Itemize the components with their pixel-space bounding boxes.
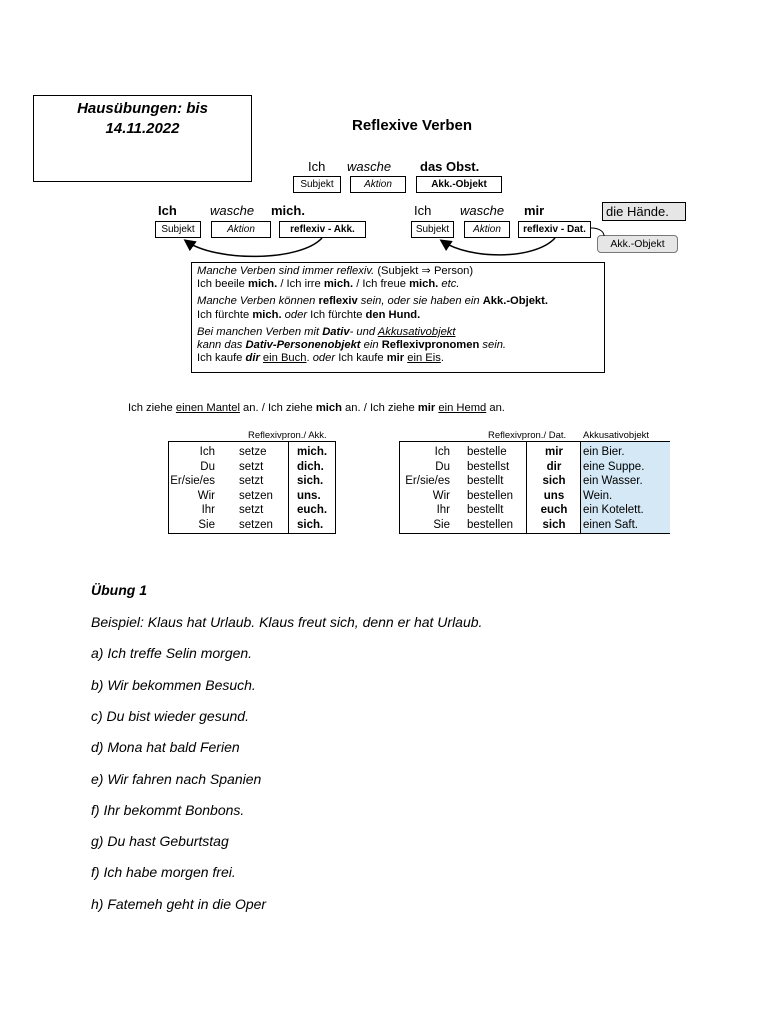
table1-header: Reflexivpron./ Akk. [248,430,327,441]
conjugation-table-dat [399,441,670,534]
info-l4d: Ich fürchte [307,308,366,321]
exercise-item: f) Ich habe morgen frei. [91,864,236,881]
table1-person: Ich [199,446,215,458]
homework-label: Hausübungen: bis [77,100,208,117]
table1-pronoun: uns. [297,489,321,502]
diagram1-verb: wasche [347,159,392,174]
info-l5c: - und [349,325,378,338]
info-l7g: Ich kaufe [335,352,387,365]
table1-row [169,460,335,475]
table2-verb: bestellt [467,475,504,487]
table1-pronoun: dich. [297,460,324,473]
diagram-arrows [0,0,768,270]
info-l7k: . [440,352,444,365]
example-b: einen Mantel [175,402,240,414]
info-l3a: Manche Verben können [197,295,319,308]
table2-object: eine Suppe. [583,460,645,473]
table1-pronoun: sich. [297,475,324,487]
table2-object: einen Saft. [583,518,638,531]
info-l6e: sein. [479,339,507,352]
table2-object: Wein. [583,489,613,502]
diagram3-pronoun: mir [524,203,545,218]
table2-object: ein Kotelett. [583,504,644,516]
example-d: mich [315,402,342,414]
table2-header-dat: Reflexivpron./ Dat. [488,430,567,441]
info-l2a: Ich beeile [197,278,248,291]
table2-person: Er/sie/es [405,475,450,487]
diagram2-subject-label: Subjekt [155,221,201,238]
info-l2e: / Ich freue [353,278,410,291]
diagram1-object-label: Akk.-Objekt [416,176,502,193]
table2-object: ein Wasser. [583,475,643,487]
table1-row [169,518,335,533]
table2-header-akk: Akkusativobjekt [583,430,650,441]
conjugation-table-akk [168,441,336,534]
info-l7d: ein Buch [262,352,307,365]
exercise-item: d) Mona hat bald Ferien [91,739,240,756]
info-l1a: Manche Verben sind immer reflexiv. [197,265,378,277]
example-e: an. / Ich ziehe [341,402,418,414]
info-l2f: mich. [409,278,439,291]
page-title: Reflexive Verben [352,117,473,134]
info-l7b: dir [245,352,260,365]
diagram2-reflexive-label: reflexiv - Akk. [279,221,366,238]
table1-person: Er/sie/es [170,475,215,487]
info-l5b: Dativ [322,325,350,338]
table2-person: Ich [434,446,450,458]
info-para-1 [197,265,599,291]
diagram3-verb: wasche [460,203,505,218]
table2-pronoun: uns [543,489,565,502]
info-l4c: oder [281,308,308,321]
diagram1-subject: Ich [308,159,326,174]
grammar-info-box [191,262,605,373]
diagram3-object-box: die Hände. [602,202,686,221]
info-l7h: mir [386,352,405,365]
info-l5d: Akkusativobjekt [377,325,456,338]
arrow-reflexive-akk [186,238,322,256]
exercise-item: c) Du bist wieder gesund. [91,707,249,724]
exercise-item: a) Ich treffe Selin morgen. [91,645,253,662]
diagram3-subject-label: Subjekt [411,221,454,238]
info-l7a: Ich kaufe [197,352,246,365]
info-l2c: / Ich irre [277,278,324,291]
diagram2-verb: wasche [210,203,255,218]
example-sentence [128,402,505,414]
info-l5a: Bei manchen Verben mit [197,325,323,338]
table2-row [400,445,669,460]
table2-person: Wir [432,489,450,502]
table2-pronoun: euch [540,504,568,516]
table2-person: Ihr [436,504,450,516]
table2-row [400,503,669,518]
diagram1-action-label: Aktion [350,176,406,193]
table2-row [400,474,669,489]
table1-pronoun: sich. [297,518,324,531]
exercise-heading: Übung 1 [91,582,147,598]
table2-pronoun: dir [546,460,562,473]
exercise-item: e) Wir fahren nach Spanien [91,770,262,787]
homework-date: 14.11.2022 [105,120,180,137]
arrow-reflexive-dat [442,238,555,255]
diagram2-action-label: Aktion [211,221,271,238]
table2-verb: bestellst [467,460,510,473]
table1-row [169,474,335,489]
info-l6d: Reflexivpronomen [381,339,480,352]
info-l6c: ein [360,339,382,352]
exercise-item: g) Du hast Geburtstag [91,833,229,850]
info-l4b: mich. [252,308,282,321]
info-l7e: . [306,352,313,365]
info-l3d: Akk.-Objekt. [482,295,548,308]
info-l7j: ein Eis [407,352,441,365]
table2-verb: bestellen [467,518,514,531]
table1-person: Ihr [201,504,215,516]
table2-verb: bestelle [467,446,507,458]
example-f: mir [417,402,436,414]
table1-person: Du [200,460,215,473]
table1-row [169,489,335,504]
info-l3b: reflexiv [318,295,358,308]
info-l4a: Ich fürchte [197,308,253,321]
exercise-example: Beispiel: Klaus hat Urlaub. Klaus freut sich, denn er hat Urlaub. [91,614,483,630]
diagram1-object: das Obst. [420,159,480,174]
table1-row [169,445,335,460]
info-l2d: mich. [323,278,354,291]
table1-verb: setzen [239,518,273,531]
table2-row [400,489,669,504]
exercise-item: b) Wir bekommen Besuch. [91,676,256,693]
diagram2-pronoun: mich. [271,203,305,218]
table2-verb: bestellt [467,504,504,516]
table2-person: Sie [433,518,450,531]
info-l2g: etc. [438,278,460,291]
example-a: Ich ziehe [128,402,176,414]
diagram3-action-label: Aktion [464,221,510,238]
table2-row [400,460,669,475]
exercise-item: h) Fatemeh geht in die Oper [91,895,267,912]
table2-pronoun: sich [542,475,566,487]
table1-verb: setzt [239,460,264,473]
table1-verb: setzen [239,489,273,502]
table1-pronoun: euch. [297,504,328,516]
table1-person: Wir [197,489,215,502]
example-i: an. [486,402,505,414]
info-l1b: (Subjekt ⇒ Person) [377,265,474,277]
table1-verb: setze [239,446,267,458]
table2-row [400,518,669,533]
info-l6b: Dativ-Personenobjekt [245,339,361,352]
example-c: an. / Ich ziehe [239,402,316,414]
diagram3-callout: Akk.-Objekt [597,235,678,253]
example-h: ein Hemd [438,402,487,414]
table2-pronoun: sich [542,518,566,531]
diagram2-subject: Ich [158,203,177,218]
info-l4e: den Hund. [365,308,421,321]
info-l2b: mich. [248,278,278,291]
table1-row [169,503,335,518]
info-l3c: sein, oder sie haben ein [357,295,483,308]
table2-pronoun: mir [545,446,563,458]
diagram1-subject-label: Subjekt [293,176,341,193]
info-para-3 [197,326,599,366]
table1-pronoun: mich. [297,446,328,458]
table1-verb: setzt [239,475,264,487]
table1-person: Sie [198,518,215,531]
info-para-2 [197,295,599,321]
table2-person: Du [435,460,450,473]
diagram3-subject: Ich [414,203,432,218]
arrow-callout-connector [591,228,604,236]
table2-verb: bestellen [467,489,514,502]
info-l6a: kann das [197,339,246,352]
info-l7f: oder [312,352,336,365]
table1-verb: setzt [239,504,264,516]
exercise-item: f) Ihr bekommt Bonbons. [91,801,245,818]
table2-object: ein Bier. [583,446,625,458]
diagram3-reflexive-label: reflexiv - Dat. [518,221,591,238]
